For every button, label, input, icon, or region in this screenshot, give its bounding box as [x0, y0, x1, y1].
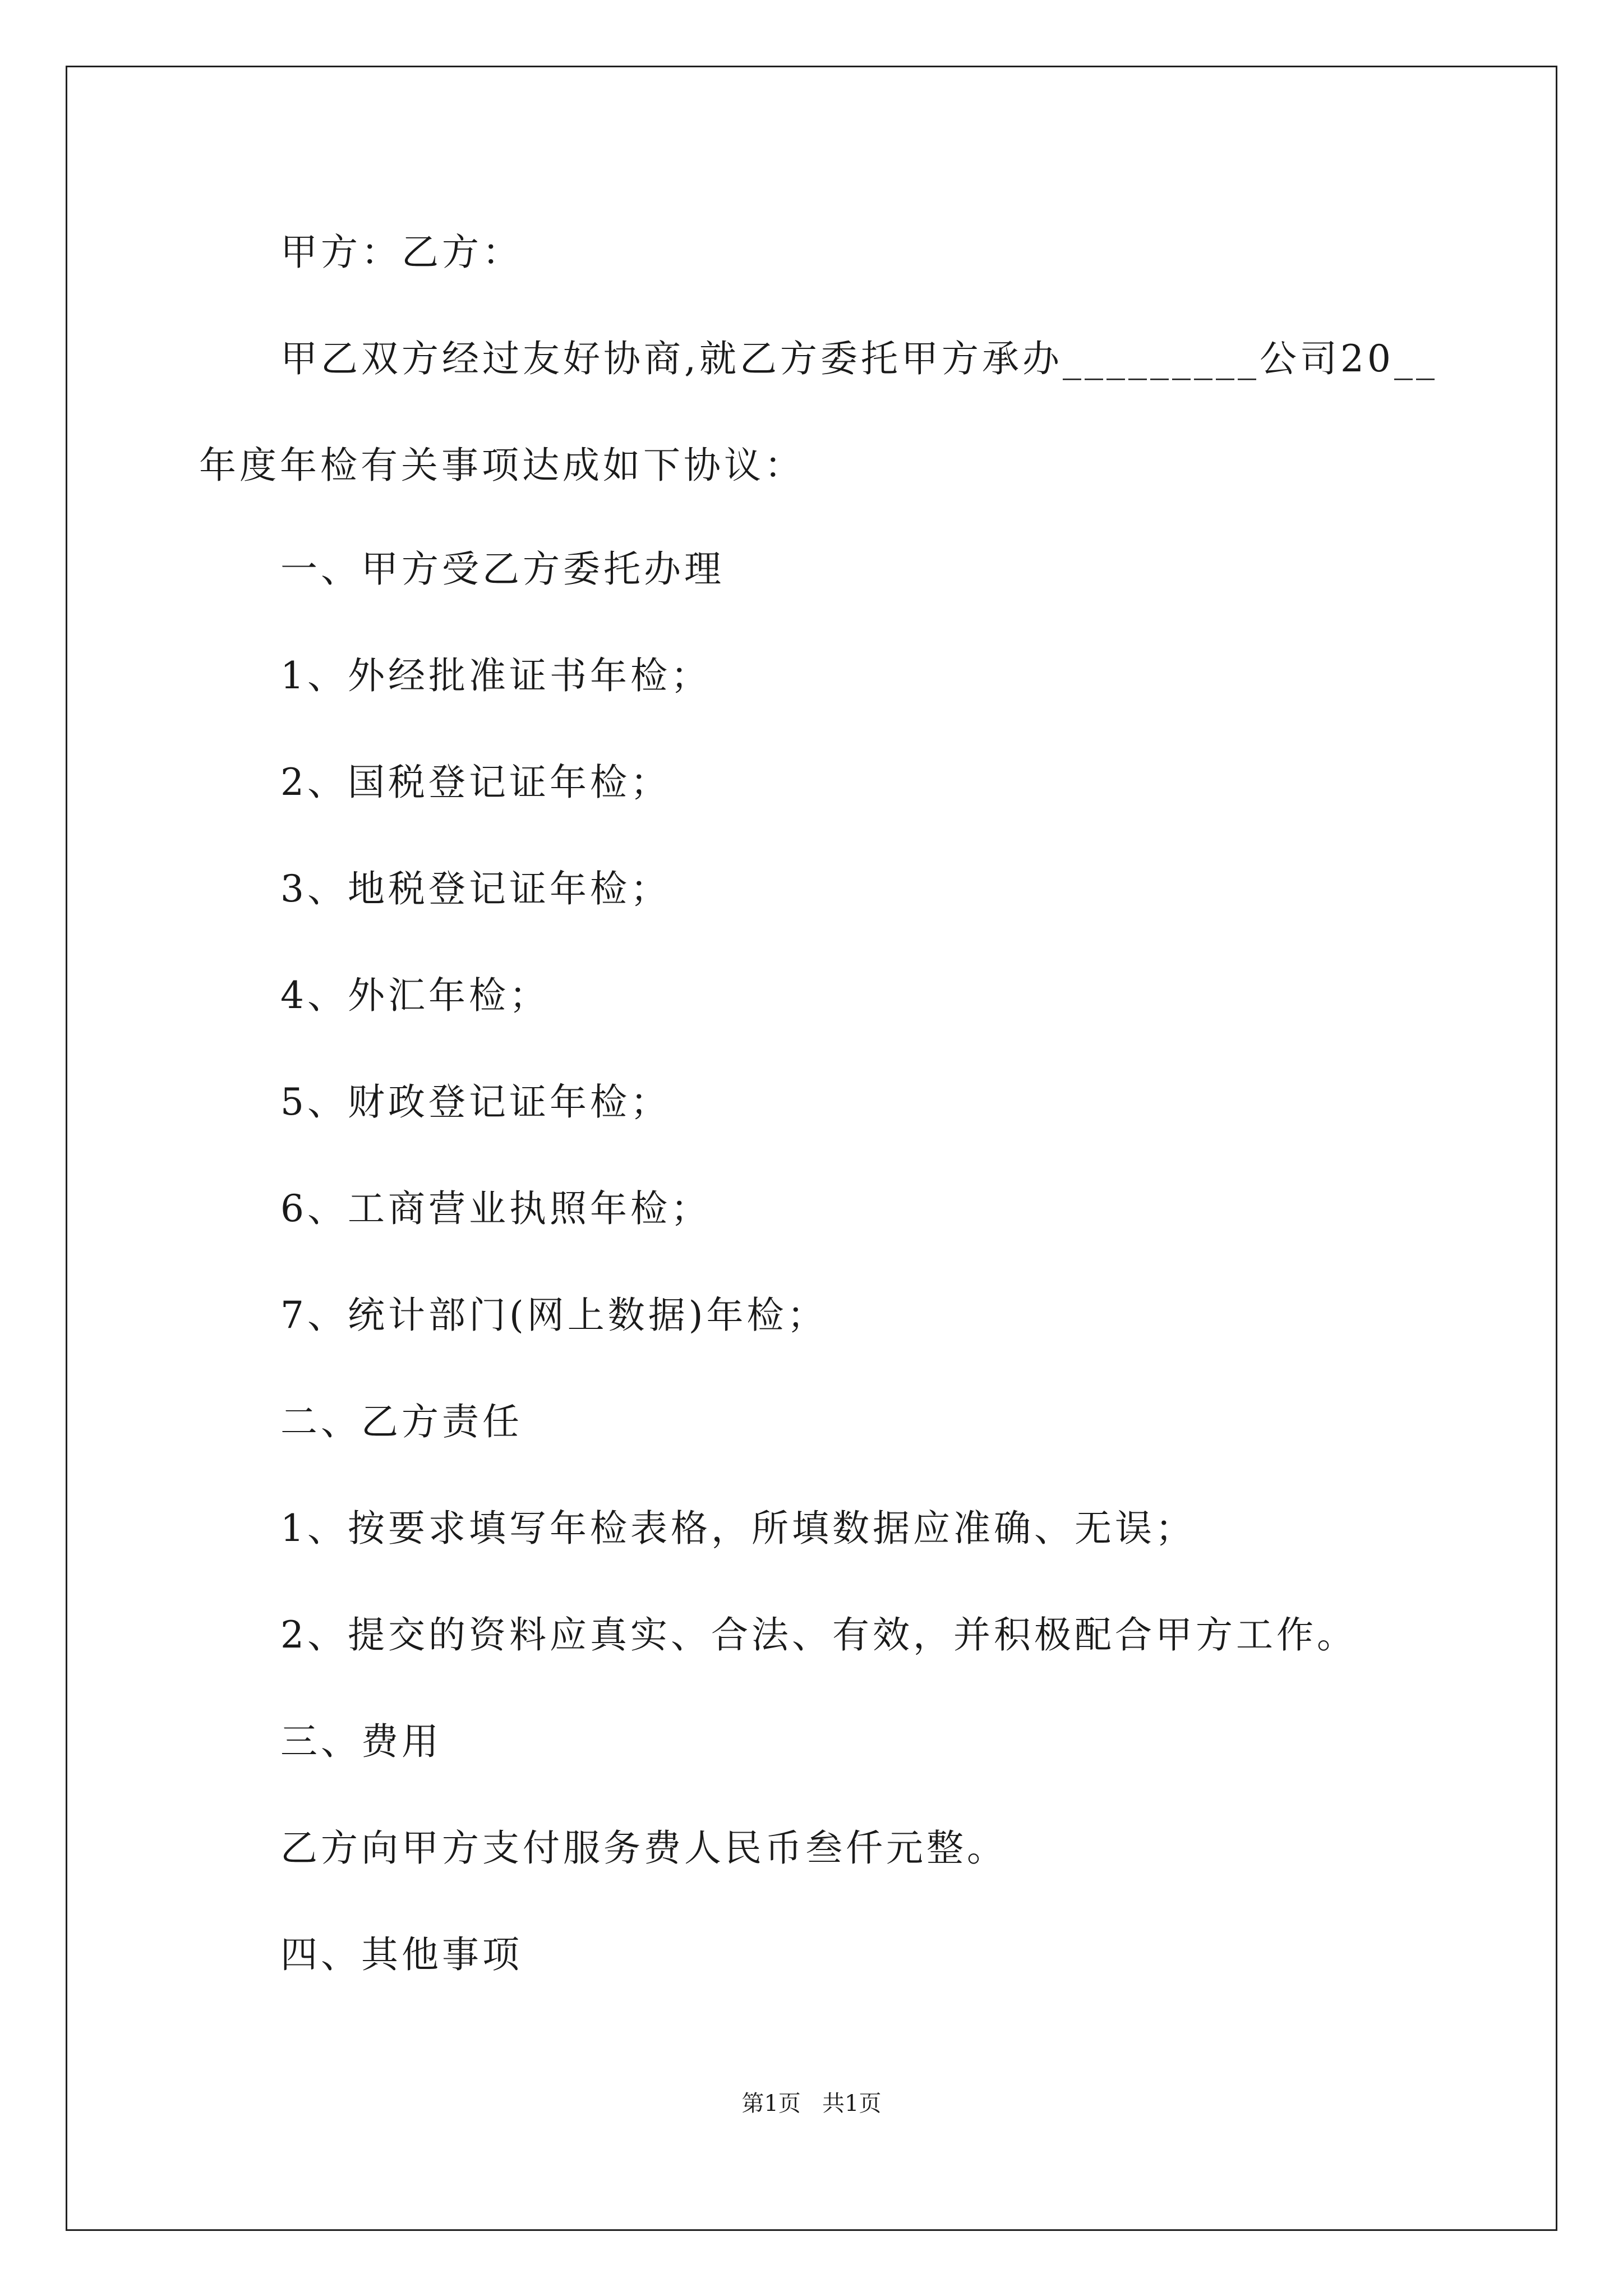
section-1-item-3: 3、地税登记证年检； — [280, 867, 671, 910]
section-2-item-2: 2、提交的资料应真实、合法、有效，并积极配合甲方工作。 — [280, 1613, 1357, 1657]
section-3-body: 乙方向甲方支付服务费人民币叁仟元整。 — [280, 1826, 1007, 1870]
section-1-item-6: 6、工商营业执照年检； — [280, 1187, 711, 1230]
section-1-item-5: 5、财政登记证年检； — [280, 1080, 671, 1124]
party-header: 甲方：乙方： — [280, 231, 523, 274]
section-1-item-4: 4、外汇年检； — [280, 974, 550, 1017]
section-2-item-1: 1、按要求填写年检表格，所填数据应准确、无误； — [280, 1507, 1196, 1550]
section-2-heading: 二、乙方责任 — [280, 1400, 523, 1443]
section-1-item-2: 2、国税登记证年检； — [280, 761, 671, 804]
section-1-heading: 一、甲方受乙方委托办理 — [280, 547, 725, 591]
section-1-item-1: 1、外经批准证书年检； — [280, 654, 711, 697]
section-4-heading: 四、其他事项 — [280, 1933, 523, 1976]
intro-paragraph-line-2: 年度年检有关事项达成如下协议： — [199, 444, 805, 487]
page-footer: 第1页 共1页 — [741, 2091, 882, 2116]
section-1-item-7: 7、统计部门(网上数据)年检； — [280, 1294, 828, 1337]
section-3-heading: 三、费用 — [280, 1720, 442, 1763]
page-border — [66, 66, 1557, 2231]
intro-paragraph-line-1: 甲乙双方经过友好协商,就乙方委托甲方承办_________公司20__ — [280, 337, 1438, 380]
